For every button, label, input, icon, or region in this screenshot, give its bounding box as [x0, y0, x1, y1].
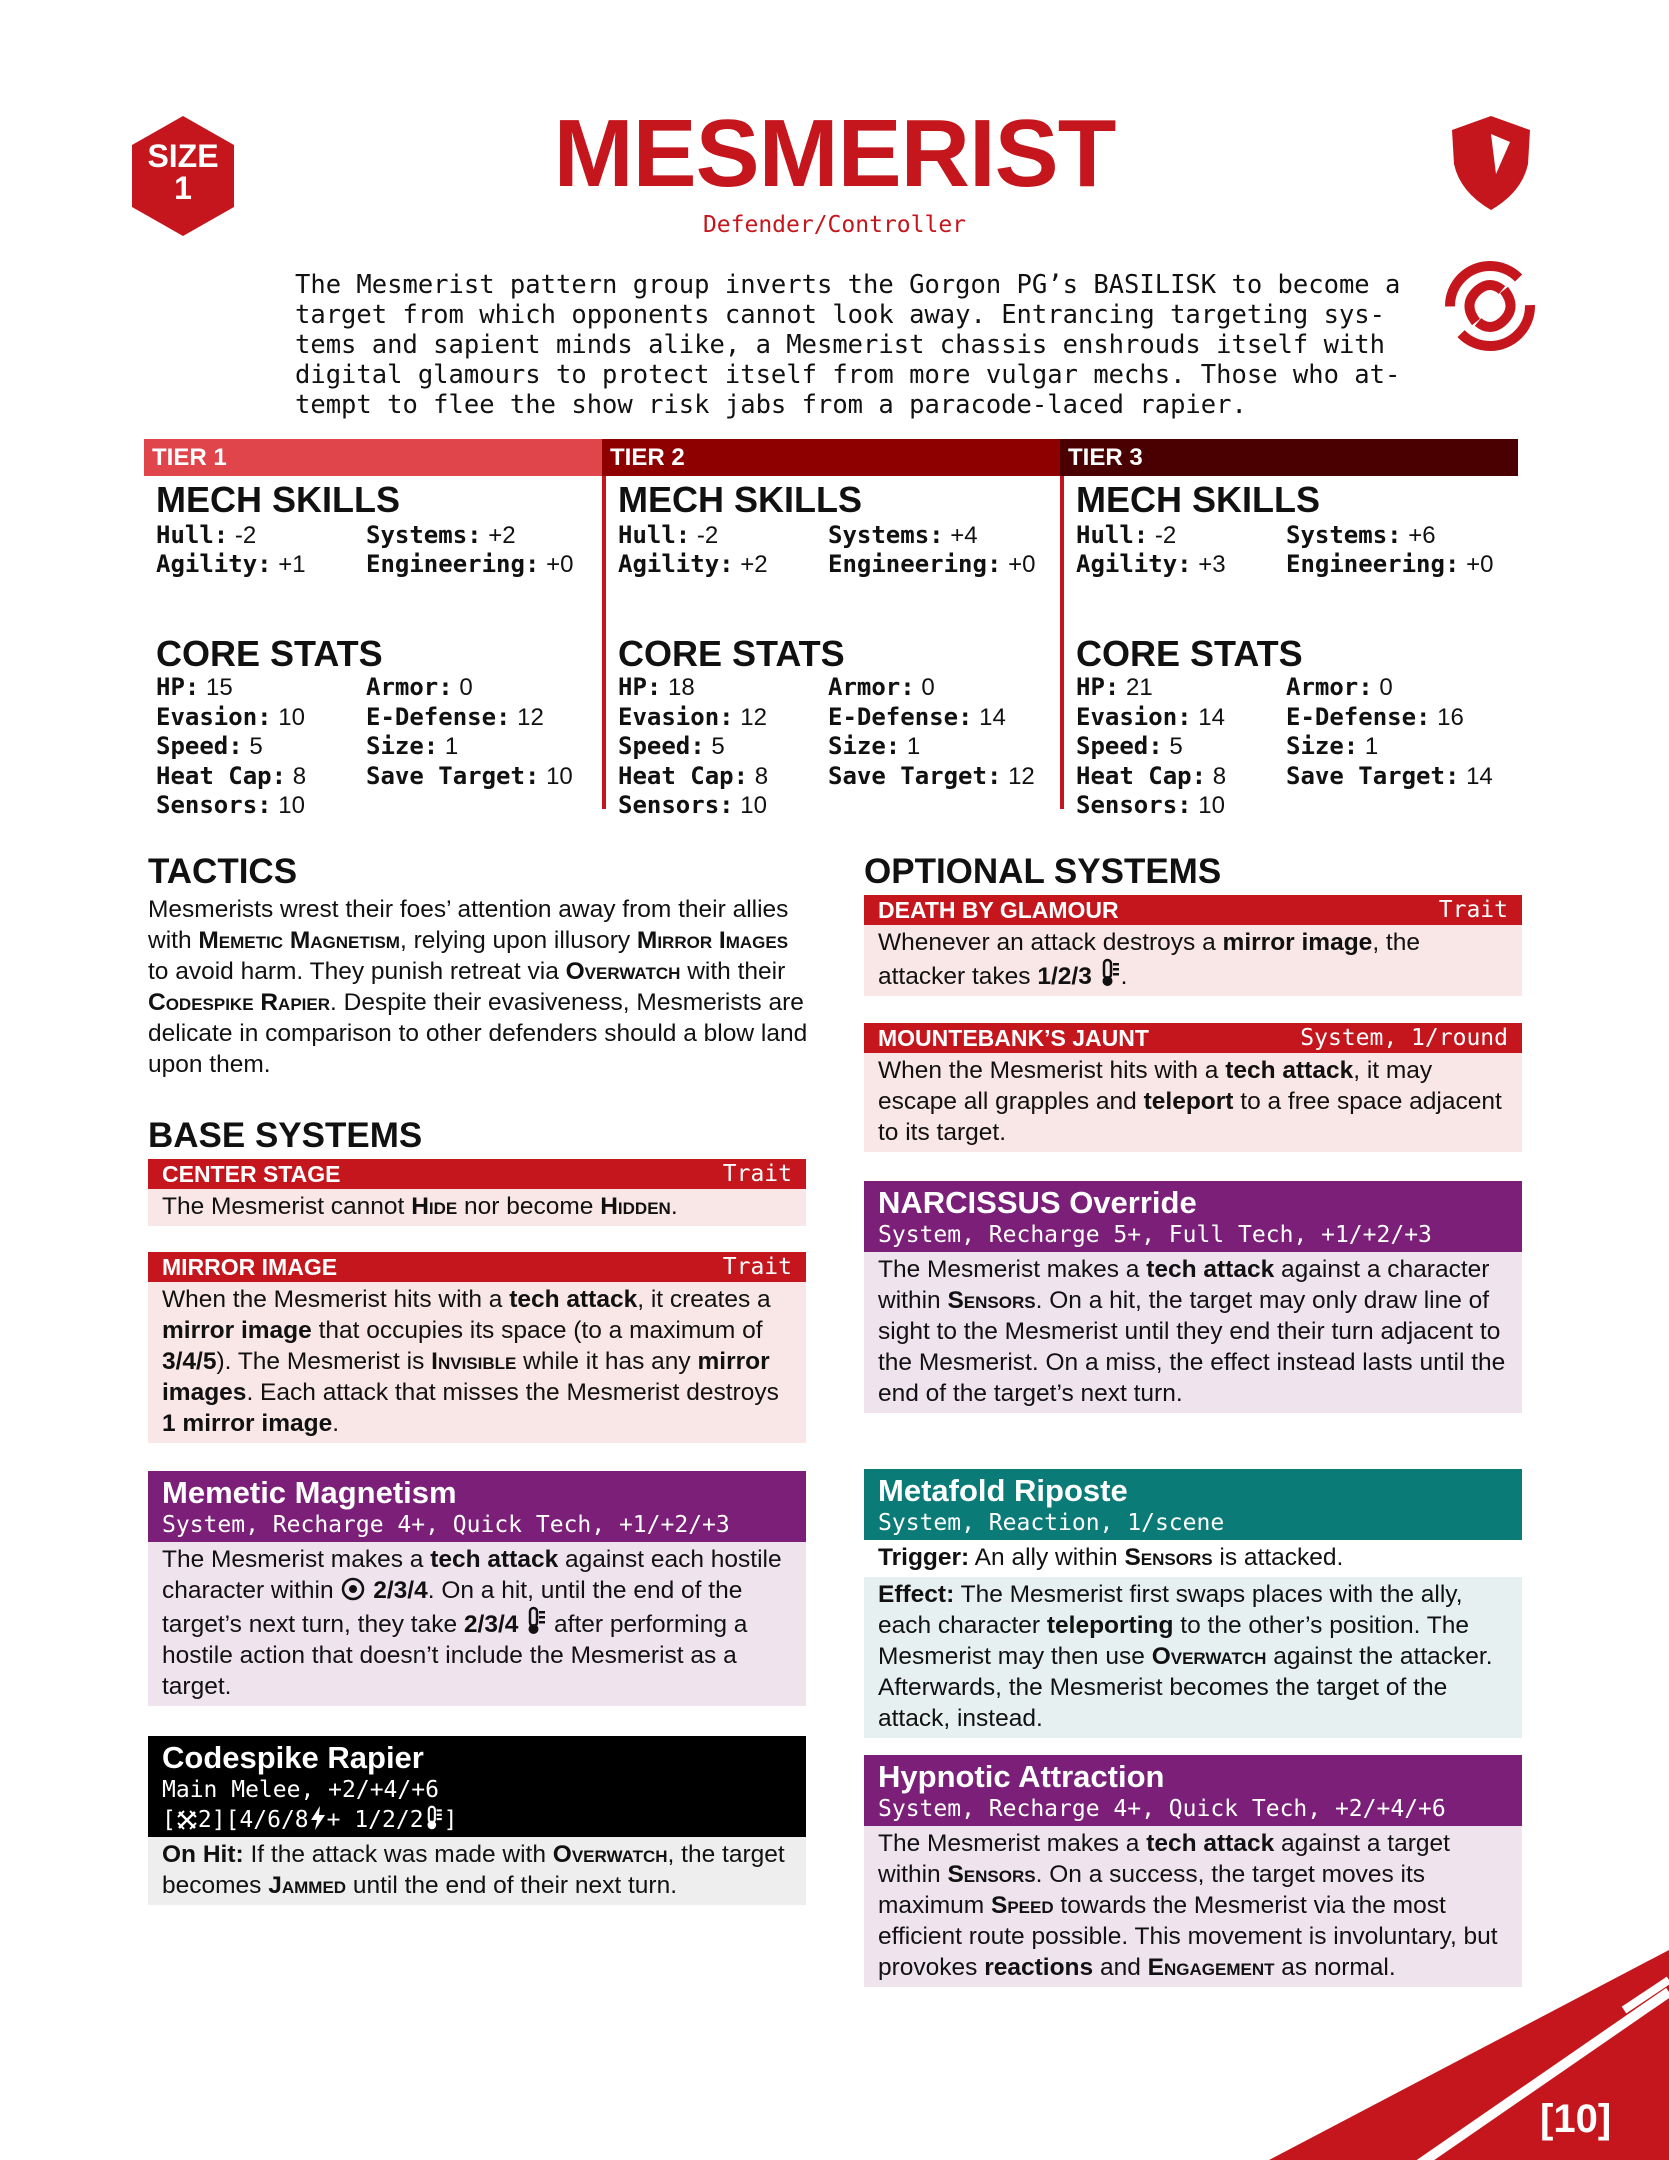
tier-body [602, 476, 1064, 819]
card-body: The Mesmerist makes a tech attack against each hostile character within 2/3/4. On a hit, until the end of the target’s next turn, they take 2/3/4 after performing a hostile action that doesn’t include the Mesmerist as a target. [148, 1542, 806, 1706]
stat-value: 1 [906, 733, 921, 760]
size-label: SIZE [147, 138, 219, 174]
tier-body [1060, 476, 1522, 819]
shield-icon [1448, 112, 1534, 212]
stat-value: 10 [740, 792, 767, 819]
skill-row: Agility: +3 Engineering: +0 [1076, 550, 1494, 578]
card-body: The Mesmerist makes a tech attack against a character within Sensors. On a hit, the target may only draw line of sight to the Mesmerist until they end their turn adjacent to the Mesmerist. On a miss, the effect instead lasts until the end of the target’s next turn. [864, 1252, 1522, 1413]
card-tag: Trait [1438, 897, 1508, 923]
skill-row: Hull: -2 Systems: +6 [1076, 521, 1436, 549]
skill-value: +0 [1008, 551, 1036, 578]
skill-value: +4 [950, 522, 978, 549]
death-by-glamour-card [864, 895, 1522, 996]
stat-value: 0 [459, 674, 473, 701]
stat-row: Sensors: 10 [1076, 791, 1225, 819]
skill-value: -2 [696, 522, 719, 549]
stat-value: 14 [979, 703, 1006, 731]
effect-body: Effect: The Mesmerist first swaps places with the ally, each character teleporting to the other’s position. The Mesmerist may then use Overwatch against the attacker. Afterwards, the Mesmerist becomes the target of the attack, instead. [864, 1577, 1522, 1738]
mirror-image-card [148, 1252, 806, 1443]
stat-value: 1 [1364, 733, 1379, 760]
stat-value: 8 [292, 762, 307, 790]
card-body: The Mesmerist cannot Hide nor become Hidden. [148, 1189, 806, 1226]
mech-skills-heading: MECH SKILLS [618, 479, 863, 520]
skill-value: +0 [546, 551, 574, 578]
mountebanks-jaunt-card [864, 1023, 1522, 1152]
core-stats-heading: CORE STATS [618, 633, 845, 674]
stat-value: 21 [1126, 674, 1153, 701]
stat-value: 12 [740, 703, 767, 731]
core-stats-heading: CORE STATS [1076, 633, 1303, 674]
controller-link-icon [1440, 256, 1540, 356]
card-body: Whenever an attack destroys a mirror image, the attacker takes 1/2/3 . [864, 925, 1522, 996]
heat-thermometer-icon [525, 1606, 547, 1636]
page-subtitle: Defender/Controller [702, 212, 967, 238]
stat-value: 14 [1198, 703, 1225, 731]
tier-header: TIER 3 [1060, 439, 1518, 476]
stat-row: Speed: 5 Size: 1 [156, 732, 459, 760]
stat-value: 10 [278, 703, 305, 731]
tier-header: TIER 1 [144, 439, 602, 476]
stat-value: 5 [249, 733, 263, 760]
tier-stat-table [144, 439, 1528, 819]
tier-3-column [1060, 439, 1518, 819]
threat-crossed-swords-icon [176, 1809, 198, 1831]
card-body: When the Mesmerist hits with a tech attack, it may escape all grapples and teleport to a free space adjacent to its target. [864, 1053, 1522, 1152]
skill-value: +6 [1408, 522, 1436, 549]
stat-value: 18 [668, 674, 695, 701]
card-tag: System, 1/round [1300, 1025, 1508, 1051]
narcissus-override-card [864, 1181, 1522, 1413]
codespike-rapier-card [148, 1736, 806, 1905]
card-subtitle: System, Reaction, 1/scene [878, 1510, 1225, 1536]
heat-thermometer-icon [424, 1805, 444, 1831]
skill-value: +2 [488, 522, 516, 549]
stat-value: 15 [206, 674, 233, 701]
stat-row: Evasion: 14 E-Defense: 16 [1076, 702, 1464, 731]
energy-bolt-icon [309, 1805, 327, 1831]
skill-row: Agility: +1 Engineering: +0 [156, 550, 574, 578]
stat-row: Evasion: 10 E-Defense: 12 [156, 702, 544, 731]
heat-thermometer-icon [1099, 958, 1121, 988]
card-title: CENTER STAGE [162, 1160, 341, 1187]
stat-value: 1 [444, 733, 459, 760]
mech-skills-heading: MECH SKILLS [1076, 479, 1321, 520]
mech-skills-heading: MECH SKILLS [156, 479, 401, 520]
stat-value: 0 [921, 674, 935, 701]
page-title: MESMERIST [553, 100, 1116, 207]
memetic-magnetism-card [148, 1471, 806, 1706]
stat-value: 10 [546, 762, 573, 790]
card-subtitle: System, Recharge 4+, Quick Tech, +1/+2/+3 [162, 1512, 730, 1538]
skill-value: +3 [1198, 551, 1226, 578]
tactics-heading: TACTICS [148, 852, 298, 891]
stat-value: 10 [1198, 792, 1225, 819]
stat-row: Heat Cap: 8 Save Target: 12 [618, 761, 1035, 790]
stat-row: Heat Cap: 8 Save Target: 14 [1076, 761, 1493, 790]
skill-row: Hull: -2 Systems: +2 [156, 521, 516, 549]
card-title: Memetic Magnetism [162, 1475, 457, 1510]
tier-2-column [602, 439, 1060, 819]
skill-value: +1 [278, 551, 306, 578]
weapon-profile: [ 2][4/6/8 + 1/2/2 ] [162, 1807, 458, 1833]
card-title: Codespike Rapier [162, 1740, 424, 1775]
skill-value: +0 [1466, 551, 1494, 578]
card-title: MIRROR IMAGE [162, 1253, 338, 1280]
stat-value: 12 [517, 703, 544, 731]
size-value: 1 [174, 170, 192, 206]
card-body: When the Mesmerist hits with a tech attack, it creates a mirror image that occupies its space (to a maximum of 3/4/5). The Mesmerist is Invisible while it has any mirror images. Each attack that misses the Mesmerist destroys 1 mirror image. [148, 1282, 806, 1443]
base-systems-heading: BASE SYSTEMS [148, 1116, 423, 1155]
core-stats-heading: CORE STATS [156, 633, 383, 674]
card-body: The Mesmerist makes a tech attack against a target within Sensors. On a success, the target moves its maximum Speed towards the Mesmerist via the most efficient route possible. This movement is involuntary, but provokes reactions and Engagement as normal. [864, 1826, 1522, 1987]
card-title: Hypnotic Attraction [878, 1759, 1165, 1794]
stat-row: Speed: 5 Size: 1 [618, 732, 921, 760]
card-tag: Trait [722, 1161, 792, 1187]
stat-value: 5 [711, 733, 725, 760]
card-subtitle: System, Recharge 4+, Quick Tech, +2/+4/+6 [878, 1796, 1446, 1822]
card-body: On Hit: If the attack was made with Overwatch, the target becomes Jammed until the end of their next turn. [148, 1837, 806, 1905]
stat-value: 10 [278, 792, 305, 819]
metafold-riposte-card [864, 1469, 1522, 1738]
stat-value: 14 [1466, 762, 1493, 790]
tactics-paragraph: Mesmerists wrest their foes’ attention away from their allies with Memetic Magnetism, relying upon illusory Mirror Images to avoid harm. They punish retreat via Overwatch with their Codespike Rapier. Despite their evasiveness, Mesmerists are delicate in comparison to other defenders should a blow land upon them. [148, 896, 808, 1078]
center-stage-card [148, 1159, 806, 1226]
stat-row: Speed: 5 Size: 1 [1076, 732, 1379, 760]
stat-row: HP: 21 Armor: 0 [1076, 673, 1393, 701]
stat-row: HP: 15 Armor: 0 [156, 673, 473, 701]
tier-1-column [144, 439, 602, 819]
stat-row: HP: 18 Armor: 0 [618, 673, 935, 701]
skill-value: -2 [234, 522, 257, 549]
tier-header: TIER 2 [602, 439, 1060, 476]
stat-value: 16 [1437, 703, 1464, 731]
card-title: DEATH BY GLAMOUR [878, 896, 1119, 923]
stat-value: 0 [1379, 674, 1393, 701]
stat-value: 5 [1169, 733, 1183, 760]
page-number: [10] [1540, 2097, 1612, 2141]
skill-value: +2 [740, 551, 768, 578]
stat-value: 8 [754, 762, 769, 790]
stat-value: 8 [1212, 762, 1227, 790]
card-title: MOUNTEBANK’S JAUNT [878, 1024, 1149, 1051]
card-tag: Trait [722, 1254, 792, 1280]
stat-value: 12 [1008, 762, 1035, 790]
optional-systems-heading: OPTIONAL SYSTEMS [864, 852, 1222, 891]
card-title: NARCISSUS Override [878, 1185, 1197, 1220]
card-subtitle: System, Recharge 5+, Full Tech, +1/+2/+3 [878, 1222, 1432, 1248]
stat-row: Evasion: 12 E-Defense: 14 [618, 702, 1006, 731]
intro-paragraph: The Mesmerist pattern group inverts the Gorgon PG’s BASILISK to become a target from which opponents cannot look away. Entrancing targeting sys- tems and sapient minds alike, a Mesmerist chassis enshrouds itself with digital glamours to protect itself from more vulgar mechs. Those who at- tempt to flee the show risk jabs from a paracode-laced rapier. [295, 270, 1401, 420]
stat-row: Sensors: 10 [156, 791, 305, 819]
card-subtitle: Main Melee, +2/+4/+6 [162, 1777, 439, 1803]
tier-body [144, 476, 602, 819]
stat-row: Sensors: 10 [618, 791, 767, 819]
trigger-line: Trigger: An ally within Sensors is attacked. [864, 1540, 1522, 1577]
skill-row: Agility: +2 Engineering: +0 [618, 550, 1036, 578]
skill-row: Hull: -2 Systems: +4 [618, 521, 978, 549]
card-title: Metafold Riposte [878, 1473, 1128, 1508]
stat-row: Heat Cap: 8 Save Target: 10 [156, 761, 573, 790]
range-target-icon [340, 1576, 366, 1602]
skill-value: -2 [1154, 522, 1177, 549]
